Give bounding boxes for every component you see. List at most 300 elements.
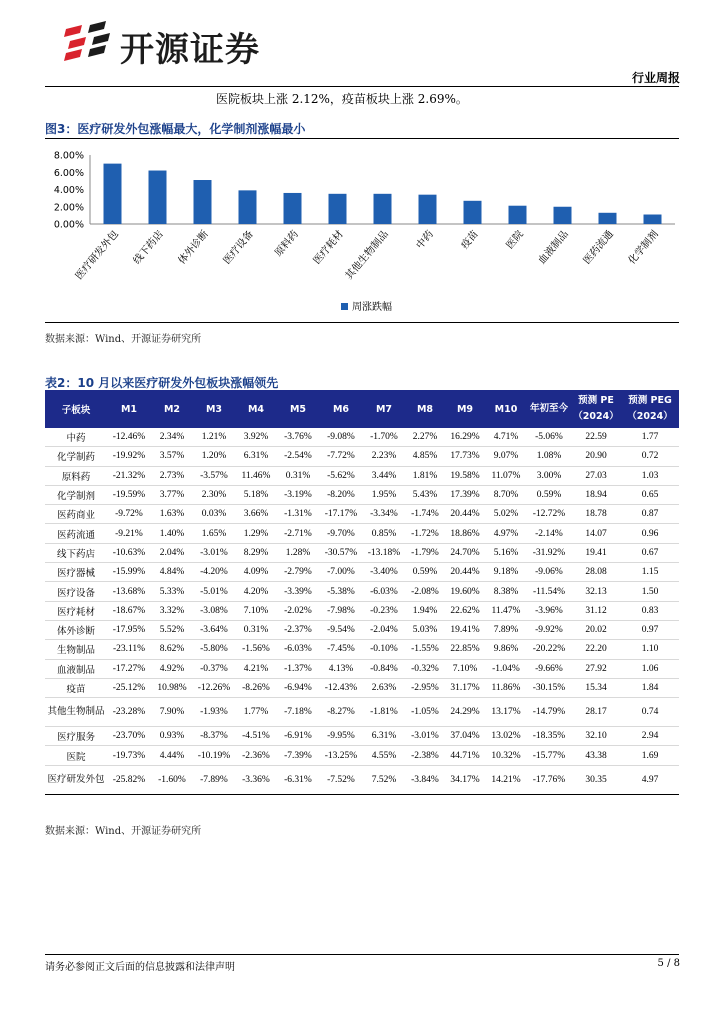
brand-name: 开源证券 [120,30,260,70]
table-cell: -1.79% [405,543,445,562]
row-label: 化学制剂 [45,485,107,504]
table-cell: 0.74 [621,698,679,727]
table-cell: 8.70% [485,485,527,504]
table-cell: 4.21% [235,659,277,678]
column-header: M4 [235,390,277,428]
table-cell: -1.31% [277,505,319,524]
table-cell: -15.99% [107,563,151,582]
legend-label: 周涨跌幅 [352,302,392,313]
column-header: M2 [151,390,193,428]
table-cell: 2.30% [193,485,235,504]
table-cell: 4.85% [405,447,445,466]
table-cell: 15.34 [571,678,621,697]
table-cell: 1.65% [193,524,235,543]
table-cell: -2.14% [527,524,571,543]
table-cell: 9.07% [485,447,527,466]
table-cell: -6.03% [363,582,405,601]
table-cell: 2.27% [405,428,445,447]
table-cell: 3.77% [151,485,193,504]
table-cell: 19.41% [445,620,485,639]
column-header: M9 [445,390,485,428]
figure-title-divider [45,138,679,139]
table-row [45,620,679,639]
row-label: 体外诊断 [45,620,107,639]
table-cell: 19.60% [445,582,485,601]
row-label: 血液制品 [45,659,107,678]
table-cell: 27.03 [571,466,621,485]
x-tick-label: 医疗耗材 [311,228,346,267]
table-cell: -9.08% [319,428,363,447]
table-cell: 30.35 [571,765,621,794]
table-cell: 1.63% [151,505,193,524]
table-cell: 1.95% [363,485,405,504]
table-cell: -13.68% [107,582,151,601]
table-cell: 1.77 [621,428,679,447]
table-cell: -3.40% [363,563,405,582]
table-cell: -23.11% [107,640,151,659]
table-cell: -7.39% [277,746,319,765]
table-cell: -12.26% [193,678,235,697]
table-cell: 3.57% [151,447,193,466]
table-cell: 24.29% [445,698,485,727]
table-cell: -1.81% [363,698,405,727]
table-cell: 18.94 [571,485,621,504]
table-cell: 10.32% [485,746,527,765]
row-label: 医疗耗材 [45,601,107,620]
table-cell: 7.90% [151,698,193,727]
table-cell: 1.50 [621,582,679,601]
table-title: 表2：10 月以来医疗研发外包板块涨幅领先 [45,376,279,390]
column-header: 子板块 [45,390,107,428]
table-cell: -7.72% [319,447,363,466]
x-tick-label: 医疗设备 [221,228,256,267]
table-cell: 5.02% [485,505,527,524]
table-cell: -2.71% [277,524,319,543]
table-cell: -5.06% [527,428,571,447]
row-label: 医疗器械 [45,563,107,582]
table-source: 数据来源：Wind、开源证券研究所 [45,826,202,837]
bar-医疗设备 [239,190,257,224]
table-cell: 6.31% [363,727,405,746]
table-cell: 8.38% [485,582,527,601]
x-tick-label: 疫苗 [459,228,481,252]
bar-疫苗 [464,201,482,224]
table-cell: 7.52% [363,765,405,794]
bar-医院 [509,206,527,224]
table-cell: 1.69 [621,746,679,765]
table-cell: 5.52% [151,620,193,639]
table-cell: -7.00% [319,563,363,582]
table-cell: -3.64% [193,620,235,639]
table-cell: -23.70% [107,727,151,746]
table-cell: 17.73% [445,447,485,466]
table-cell: 0.03% [193,505,235,524]
table-cell: 4.97 [621,765,679,794]
table-cell: 4.44% [151,746,193,765]
bar-血液制品 [554,207,572,224]
table-cell: 1.77% [235,698,277,727]
table-cell: 8.29% [235,543,277,562]
table-cell: -18.35% [527,727,571,746]
table-cell: -0.37% [193,659,235,678]
table-cell: 0.59% [405,563,445,582]
row-label: 医药流通 [45,524,107,543]
x-tick-label: 化学制剂 [626,228,661,267]
table-cell: -9.66% [527,659,571,678]
table-cell: -4.51% [235,727,277,746]
table-cell: 27.92 [571,659,621,678]
table-cell: 1.29% [235,524,277,543]
table-cell: -31.92% [527,543,571,562]
table-cell: 11.47% [485,601,527,620]
table-cell: 0.93% [151,727,193,746]
table-cell: 22.62% [445,601,485,620]
table-cell: 0.67 [621,543,679,562]
table-cell: -17.27% [107,659,151,678]
table-cell: 2.04% [151,543,193,562]
table-row [45,524,679,543]
table-cell: 16.29% [445,428,485,447]
table-cell: 7.89% [485,620,527,639]
table-cell: -1.37% [277,659,319,678]
table-cell: 1.40% [151,524,193,543]
table-cell: -30.57% [319,543,363,562]
table-row [45,765,679,794]
table-cell: -2.08% [405,582,445,601]
column-header: M6 [319,390,363,428]
x-tick-label: 原料药 [273,228,301,259]
table-cell: -5.01% [193,582,235,601]
table-cell: 22.59 [571,428,621,447]
brand-logo [60,21,120,67]
table-cell: 4.09% [235,563,277,582]
table-cell: 20.44% [445,563,485,582]
table-cell: 31.17% [445,678,485,697]
table-row [45,447,679,466]
table-cell: -6.03% [277,640,319,659]
table-cell: 1.84 [621,678,679,697]
table-cell: 9.86% [485,640,527,659]
table-cell: -0.23% [363,601,405,620]
table-cell: -2.04% [363,620,405,639]
column-header: M7 [363,390,405,428]
bar-医疗研发外包 [104,164,122,224]
table-cell: -3.08% [193,601,235,620]
table-cell: -1.05% [405,698,445,727]
row-label: 化学制药 [45,447,107,466]
table-cell: 8.62% [151,640,193,659]
row-label: 其他生物制品 [45,698,107,727]
table-cell: 3.66% [235,505,277,524]
table-cell: -5.38% [319,582,363,601]
table-cell: -11.54% [527,582,571,601]
table-cell: 11.07% [485,466,527,485]
column-header: M1 [107,390,151,428]
table-cell: 31.12 [571,601,621,620]
table-cell: 0.31% [235,620,277,639]
x-tick-label: 医药流通 [581,228,616,267]
row-label: 医疗设备 [45,582,107,601]
table-cell: 9.18% [485,563,527,582]
table-cell: 18.86% [445,524,485,543]
table-cell: 2.23% [363,447,405,466]
table-cell: 14.21% [485,765,527,794]
table-row [45,601,679,620]
x-tick-label: 其他生物制品 [343,228,391,282]
column-header: M10 [485,390,527,428]
table-cell: 1.10 [621,640,679,659]
bar-医疗耗材 [329,194,347,224]
table-cell: -3.76% [277,428,319,447]
table-cell: 3.44% [363,466,405,485]
table-cell: -5.62% [319,466,363,485]
x-tick-label: 医疗研发外包 [73,228,121,282]
table-cell: 28.08 [571,563,621,582]
table-cell: -3.01% [405,727,445,746]
table-cell: -1.60% [151,765,193,794]
table-cell: -3.36% [235,765,277,794]
table-cell: -30.15% [527,678,571,697]
table-cell: 4.13% [319,659,363,678]
table-row [45,485,679,504]
table-cell: 24.70% [445,543,485,562]
table-cell: 1.81% [405,466,445,485]
table-row [45,543,679,562]
table-row [45,727,679,746]
table-cell: 5.16% [485,543,527,562]
table-cell: -9.70% [319,524,363,543]
report-type: 行业周报 [631,71,680,85]
table-cell: 13.02% [485,727,527,746]
row-label: 中药 [45,428,107,447]
table-cell: -2.54% [277,447,319,466]
table-cell: -1.74% [405,505,445,524]
table-cell: -0.32% [405,659,445,678]
table-cell: -5.80% [193,640,235,659]
table-cell: 0.31% [277,466,319,485]
table-cell: -7.45% [319,640,363,659]
row-label: 疫苗 [45,678,107,697]
table-cell: -1.70% [363,428,405,447]
table-cell: -8.27% [319,698,363,727]
table-cell: -10.63% [107,543,151,562]
table-cell: 2.34% [151,428,193,447]
table-cell: 1.20% [193,447,235,466]
table-cell: -19.92% [107,447,151,466]
table-cell: 1.03 [621,466,679,485]
table-cell: -6.94% [277,678,319,697]
table-cell: -17.95% [107,620,151,639]
table-cell: 4.84% [151,563,193,582]
x-tick-label: 线下药店 [131,228,166,267]
table-cell: -2.79% [277,563,319,582]
table-cell: -9.21% [107,524,151,543]
table-row [45,678,679,697]
table-cell: -17.76% [527,765,571,794]
header-divider [45,86,679,87]
table-cell: -2.38% [405,746,445,765]
row-label: 医疗服务 [45,727,107,746]
y-tick-label: 8.00% [53,150,84,162]
table-cell: 44.71% [445,746,485,765]
table-cell: 0.97 [621,620,679,639]
table-cell: -3.19% [277,485,319,504]
table-cell: 13.17% [485,698,527,727]
table-cell: 20.44% [445,505,485,524]
table-cell: 7.10% [235,601,277,620]
page-number: 5 / 8 [657,958,680,969]
footer-disclaimer: 请务必参阅正文后面的信息披露和法律声明 [45,962,235,973]
table-row [45,428,679,447]
table-cell: 11.46% [235,466,277,485]
table-cell: 1.28% [277,543,319,562]
table-cell: -23.28% [107,698,151,727]
figure-bottom-divider [45,322,679,323]
table-cell: 32.13 [571,582,621,601]
table-cell: -12.46% [107,428,151,447]
table-cell: 19.58% [445,466,485,485]
table-cell: -2.37% [277,620,319,639]
table-row [45,698,679,727]
bar-化学制剂 [644,215,662,224]
table-cell: 2.63% [363,678,405,697]
table-cell: -19.59% [107,485,151,504]
table-cell: 37.04% [445,727,485,746]
table-cell: -3.39% [277,582,319,601]
table-cell: -18.67% [107,601,151,620]
column-header: 预测 PE（2024） [571,390,621,428]
table-cell: 17.39% [445,485,485,504]
table-cell: 0.72 [621,447,679,466]
table-cell: -3.96% [527,601,571,620]
table-cell: 1.15 [621,563,679,582]
table-cell: -12.43% [319,678,363,697]
row-label: 线下药店 [45,543,107,562]
table-cell: -1.04% [485,659,527,678]
table-cell: -8.20% [319,485,363,504]
sector-performance-table [45,390,679,795]
table-cell: 22.20 [571,640,621,659]
table-cell: -13.25% [319,746,363,765]
table-cell: -9.72% [107,505,151,524]
table-cell: 0.65 [621,485,679,504]
table-cell: -20.22% [527,640,571,659]
table-cell: -9.95% [319,727,363,746]
row-label: 医药商业 [45,505,107,524]
bar-医药流通 [599,213,617,224]
table-cell: -1.93% [193,698,235,727]
table-cell: 0.85% [363,524,405,543]
table-cell: -3.57% [193,466,235,485]
table-cell: 5.03% [405,620,445,639]
y-tick-label: 4.00% [53,185,84,196]
table-cell: -3.84% [405,765,445,794]
table-cell: 7.10% [445,659,485,678]
table-cell: -6.31% [277,765,319,794]
bar-其他生物制品 [374,194,392,224]
bar-原料药 [284,193,302,224]
table-row [45,746,679,765]
table-cell: -12.72% [527,505,571,524]
table-cell: -3.34% [363,505,405,524]
table-cell: 4.55% [363,746,405,765]
table-cell: 19.41 [571,543,621,562]
table-cell: 5.18% [235,485,277,504]
table-cell: 14.07 [571,524,621,543]
intro-text: 医院板块上涨 2.12%，疫苗板块上涨 2.69%。 [216,92,468,106]
table-cell: -1.56% [235,640,277,659]
table-cell: 0.83 [621,601,679,620]
x-tick-label: 医院 [504,228,526,252]
table-cell: -6.91% [277,727,319,746]
table-cell: 18.78 [571,505,621,524]
x-tick-label: 体外诊断 [176,228,211,267]
column-header: M3 [193,390,235,428]
row-label: 生物制品 [45,640,107,659]
legend-swatch [341,303,348,310]
table-cell: -9.06% [527,563,571,582]
table-cell: 4.97% [485,524,527,543]
table-cell: -9.92% [527,620,571,639]
table-cell: -8.37% [193,727,235,746]
x-tick-label: 中药 [414,228,436,252]
x-tick-label: 血液制品 [536,228,571,267]
column-header: M8 [405,390,445,428]
column-header: 预测 PEG（2024） [621,390,679,428]
table-cell: -17.17% [319,505,363,524]
table-cell: -7.98% [319,601,363,620]
table-row [45,640,679,659]
bar-线下药店 [149,171,167,224]
bar-chart [45,145,679,330]
table-cell: -9.54% [319,620,363,639]
table-row [45,505,679,524]
table-cell: -7.89% [193,765,235,794]
table-cell: 1.08% [527,447,571,466]
table-cell: 0.87 [621,505,679,524]
table-cell: 20.90 [571,447,621,466]
table-cell: 2.73% [151,466,193,485]
row-label: 原料药 [45,466,107,485]
table-row [45,563,679,582]
table-cell: 1.94% [405,601,445,620]
table-cell: -2.95% [405,678,445,697]
table-cell: 3.00% [527,466,571,485]
table-cell: 20.02 [571,620,621,639]
table-cell: -13.18% [363,543,405,562]
table-cell: 22.85% [445,640,485,659]
table-cell: 4.71% [485,428,527,447]
table-cell: -7.52% [319,765,363,794]
table-cell: -25.82% [107,765,151,794]
table-cell: -2.02% [277,601,319,620]
table-cell: -7.18% [277,698,319,727]
bar-中药 [419,195,437,224]
table-cell: 4.20% [235,582,277,601]
table-cell: 3.92% [235,428,277,447]
y-tick-label: 2.00% [53,202,84,214]
table-cell: 6.31% [235,447,277,466]
table-row [45,466,679,485]
table-cell: 10.98% [151,678,193,697]
table-cell: 0.59% [527,485,571,504]
table-cell: 28.17 [571,698,621,727]
y-tick-label: 6.00% [53,167,84,179]
table-cell: -0.10% [363,640,405,659]
table-cell: 5.33% [151,582,193,601]
table-cell: -19.73% [107,746,151,765]
table-cell: -15.77% [527,746,571,765]
